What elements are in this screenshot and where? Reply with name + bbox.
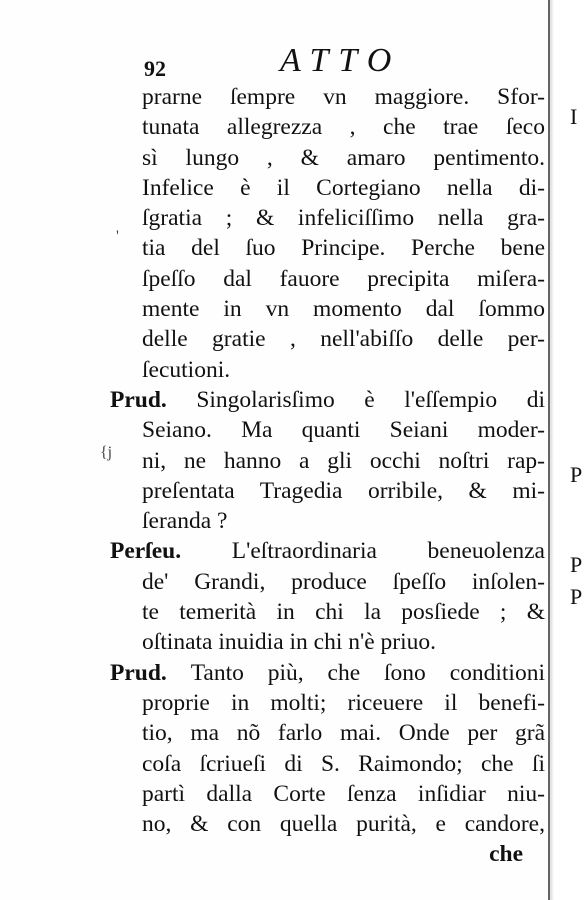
text-line: delle gratie , nell'abiſſo delle per- (142, 326, 545, 353)
running-head: ATTO (280, 42, 402, 79)
speaker-line-perseu (110, 536, 545, 566)
text-line: de' Grandi, produce ſpeſſo inſolen- (142, 568, 545, 595)
text-line: coſa ſcriueſi di S. Raimondo; che ſi (142, 750, 545, 777)
text-line: te temerità in chi la posſiede ; & (142, 599, 545, 626)
text-line: oſtinata inuidia in chi n'è priuo. (142, 629, 437, 656)
margin-mark: {j (100, 444, 113, 461)
speech-text: Tanto più, che ſono conditioni (190, 659, 545, 686)
facing-page-glyph: I (570, 104, 578, 129)
facing-page-edge (548, 0, 587, 900)
text-line: tio, ma nõ farlo mai. Onde per grã (142, 720, 545, 747)
speaker-line-prud (110, 385, 545, 415)
speaker-name: Prud. (110, 659, 191, 686)
margin-mark: ' (116, 228, 119, 245)
page-header (140, 42, 560, 82)
speaker-name: Perſeu. (110, 538, 232, 565)
catchword: che (489, 841, 523, 868)
text-line: ni, ne hanno a gli occhi noſtri rap- (142, 447, 545, 474)
speaker-line-prud (110, 658, 545, 688)
text-line: Seiano. Ma quanti Seiani moder- (142, 417, 545, 444)
text-line: partì dalla Corte ſenza inſidiar niu- (142, 780, 545, 807)
text-line: no, & con quella purità, e candore, (142, 811, 545, 838)
text-line: mente in vn momento dal ſommo (142, 296, 545, 323)
text-line: preſentata Tragedia orribile, & mi- (142, 477, 545, 504)
text-line: sì lungo , & amaro pentimento. (142, 144, 545, 171)
body-text (110, 82, 545, 870)
speaker-name: Prud. (110, 386, 197, 413)
speech-text: L'eſtraordinaria beneuolenza (231, 538, 545, 565)
text-line: ſgratia ; & infeliciſſimo nella gra- (142, 205, 545, 232)
text-line: tia del ſuo Principe. Perche bene (142, 235, 545, 262)
facing-page-glyph: P (570, 584, 583, 609)
text-line: ſpeſſo dal fauore precipita miſera- (142, 265, 545, 292)
page-number: 92 (144, 56, 166, 81)
speech-text: Singolarisſimo è l'eſſempio di (196, 386, 545, 413)
text-line: ſecutioni. (142, 356, 231, 383)
page-gutter-line (548, 0, 550, 900)
text-line: prarne ſempre vn maggiore. Sfor- (142, 84, 545, 110)
facing-page-glyph: P (570, 462, 583, 487)
text-line: ſeranda ? (142, 508, 228, 535)
text-line: tunata allegrezza , che trae ſeco (142, 114, 545, 141)
text-line: Infelice è il Cortegiano nella di- (142, 174, 545, 201)
text-line: proprie in molti; riceuere il benefi- (142, 689, 545, 716)
facing-page-glyph: P (570, 552, 583, 577)
